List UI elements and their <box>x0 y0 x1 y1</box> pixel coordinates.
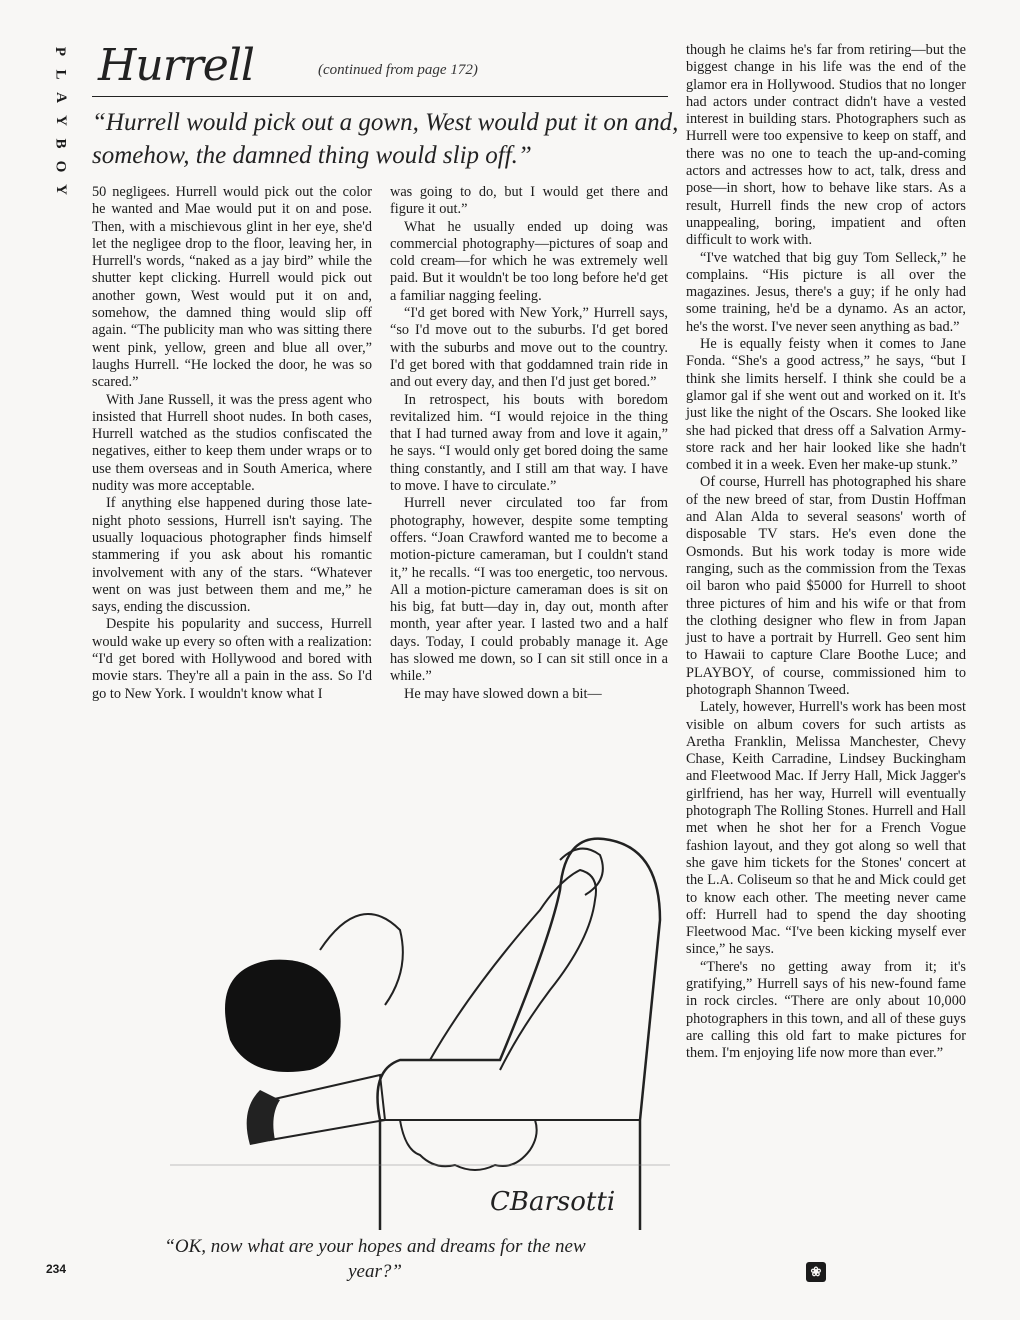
legs <box>270 1075 385 1140</box>
cartoon-caption: “OK, now what are your hopes and dreams for the new year?” <box>164 1236 586 1282</box>
hurrell-signature-title: Hurrell <box>98 40 254 91</box>
article-header <box>92 42 668 97</box>
masthead-letter: Y <box>52 184 69 195</box>
paragraph: He may have slowed down a bit— <box>404 685 602 702</box>
paragraph: With Jane Russell, it was the press agent who insisted that Hurrell shoot nudes. In both cases, Hurrell watched as the studios confiscated the negatives, either to keep them under wraps or to use them overseas and in South America, where nudity was more acceptable. <box>92 391 372 495</box>
paragraph: He is equally feisty when it comes to Jane Fonda. “She's a good actress,” he says, “but I think she limits herself. I think she could be a glamor gal if she went out and worked on it. It's just like the night of the Oscars. She looked like she had picked that dress off a Salvation Army-store rack and her hair looked like she hadn't combed it in a week. Even her make-up stunk.” <box>686 336 966 474</box>
magazine-name-vertical <box>50 40 70 201</box>
paragraph: was going to do, but I would get there and figure it out.” <box>390 184 668 218</box>
paragraph: “I'd get bored with New York,” Hurrell says, “so I'd move out to the suburbs. I'd get bored with the suburbs and move out to the country. I'd get bored with that goddamned train ride in and out every day, and then I'd just get bored.” <box>390 305 668 391</box>
cartoon-illustration <box>170 820 670 1230</box>
masthead-letter: A <box>52 92 69 103</box>
shoe <box>247 1090 280 1145</box>
masthead-letter: O <box>52 160 69 173</box>
masthead-letter: Y <box>52 115 69 126</box>
woman-hair <box>225 960 341 1072</box>
masthead-letter: P <box>52 46 69 57</box>
paragraph: Despite his popularity and success, Hurrell would wake up every so often with a realization: “I'd get bored with Hollywood and bored with movie stars. They're all a pain in the ass. So I'd go to New York. I wouldn't know what I <box>92 616 372 702</box>
paragraph: What he usually ended up doing was commercial photography—pictures of soap and cold cream—for which he was extremely well paid. But it wouldn't be too long before he'd get a familiar nagging feeling. <box>390 218 668 304</box>
masthead-letter: L <box>52 69 69 80</box>
pull-quote: “Hurrell would pick out a gown, West would put it on and, somehow, the damned thing would slip off.” <box>92 109 679 169</box>
text-column-2 <box>390 184 668 703</box>
paragraph: Of course, Hurrell has photographed his share of the new breed of star, from Dustin Hoffman and Alan Alda to several seasons' worth of disposable TV stars. He's even done the Osmonds. But his work today is more wide ranging, such as the commission from the Texas oil baron who paid $5000 for Hurrell to shoot three pictures of him and his wife or that from the clothing designer who flew in from Japan just to have a portrait by Hurrell. Geo sent him to Hawaii to capture Clare Boothe Luce; and PLAYBOY, of course, commissioned him to photograph Shannon Tweed. <box>686 474 966 698</box>
end-mark-icon: ❀ <box>806 1262 826 1282</box>
paragraph: though he claims he's far from retiring—but the biggest change in his life was the end of the glamor era in Hollywood. Studios that no longer had actors under contract didn't have a vested interest in building stars. Photographers such as Hurrell were too expensive to keep on staff, and there was no one to teach the up-and-coming actors and actresses how to act, talk, dress and pose—in short, how to behave like stars. As a result, Hurrell finds the new crop of actors unappealing, boring, impatient and often difficult to work with. <box>686 42 966 249</box>
page-number: 234 <box>46 1262 67 1276</box>
paragraph: “I've watched that big guy Tom Selleck,” he complains. “His picture is all over the magazines. Jesus, there's a guy; if he only had some training, he'd be a dynamo. As an actor, he's the worst. I've never seen anything as bad.” <box>686 249 966 335</box>
paragraph: Hurrell never circulated too far from photography, however, despite some tempting offers. “Joan Crawford wanted me to become a motion-picture cameraman, but I couldn't stand it,” he recalls. “I was too energetic, too nervous. All a motion-picture cameraman does is sit on his big, fat butt—day in, day out, month after month, year after year. I lasted two and a half days. Today, I could probably manage it. Age has slowed me down, so I can sit still once in a while.” <box>390 495 668 685</box>
paragraph: In retrospect, his bouts with boredom revitalized him. “I would rejoice in the thing that I had turned away from and love it again,” he says. “I would only get bored doing the same thing constantly, and I still am that way. I have to move. I have to circulate.” <box>390 391 668 495</box>
paragraph: If anything else happened during those late-night photo sessions, Hurrell isn't saying. The usually loquacious photographer finds himself stammering if you ask about his romantic involvement with any of the stars. “Whatever went on was just between them and me,” he says, ending the discussion. <box>92 495 372 616</box>
text-column-1 <box>92 184 372 703</box>
text-column-3 <box>686 42 966 1063</box>
man-figure <box>430 870 596 1070</box>
artist-signature: CBarsotti <box>490 1187 616 1217</box>
paragraph: 50 negligees. Hurrell would pick out the color he wanted and Mae would put it on and pose. Then, with a mischievous glint in her eye, she'd let the negligee drop to the floor, leaving her, in Hurrell's words, “naked as a jay bird” while the shutter kept clicking. Hurrell would pick out another gown, West would put it on and, somehow, the damned thing would slip off again. “The publicity man who was sitting there went pink, yellow, green and blue all over,” laughs Hurrell. “He locked the door, he was so scared.” <box>92 184 372 391</box>
doily-ruffle <box>400 1120 537 1170</box>
masthead-letter: B <box>52 138 69 149</box>
continued-note: (continued from page 172) <box>318 62 478 78</box>
paragraph: Lately, however, Hurrell's work has been most visible on album covers for such artists as Aretha Franklin, Melissa Manchester, Chevy Chase, Keith Carradine, Lindsey Buckingham and Fleetwood Mac. If Jerry Hall, Mick Jagger's girlfriend, has her way, Hurrell will eventually photograph The Rolling Stones. Hurrell and Hall met when he shot her for a French Vogue fashion layout, and they got along so well that she gave him tickets for the Stones' concert at the L.A. Coliseum so that he and Mick could get to know each other. The meeting never came off: Hurrell had to spend the day shooting Fleetwood Mac. “I've been kicking myself ever since,” he says. <box>686 699 966 958</box>
paragraph: “There's no getting away from it; it's gratifying,” Hurrell says of his new-found fame in rock circles. “There are only about 10,000 photographers in this town, and all of these guys are calling this old fart to make pictures for them. I'm enjoying life now more than ever.” <box>686 958 966 1062</box>
